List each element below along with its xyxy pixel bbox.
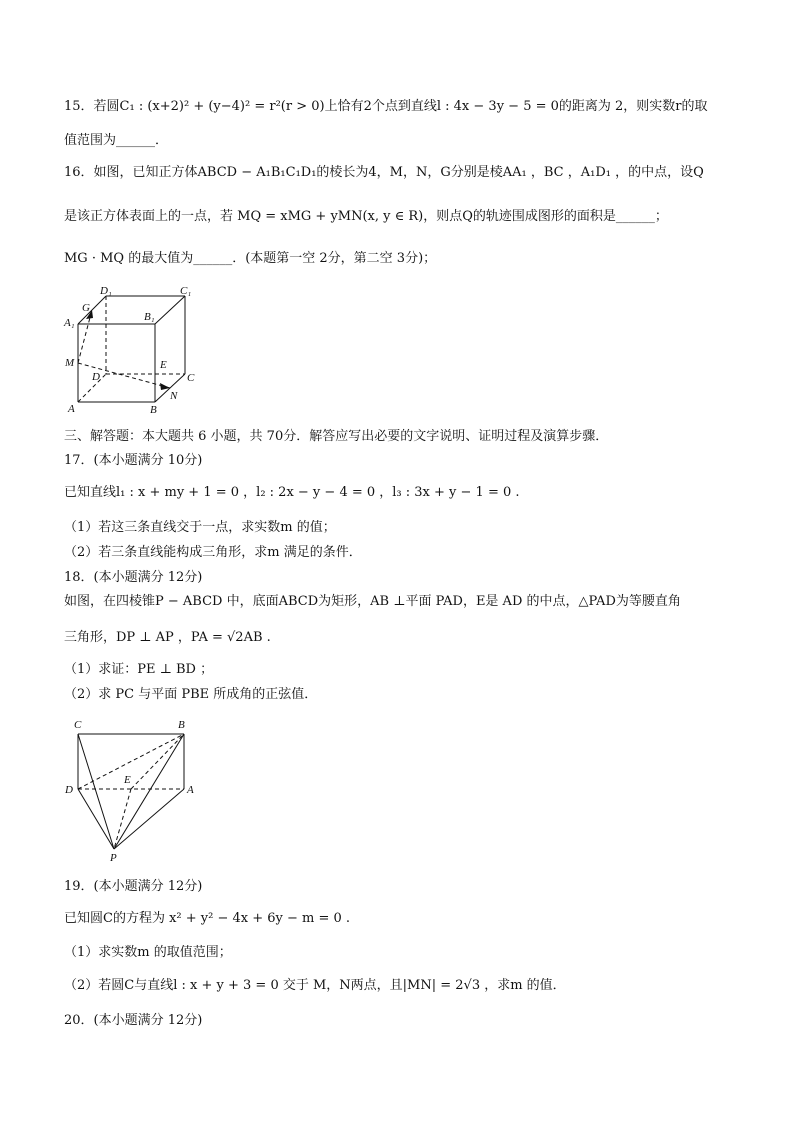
cube-figure xyxy=(60,284,210,420)
section3-heading: 三、解答题：本大题共 6 小题，共 70分．解答应写出必要的文字说明、证明过程及演算步骤． xyxy=(64,429,609,444)
label-g: G xyxy=(82,302,90,314)
label-d1: D₁ xyxy=(100,285,112,297)
label-e: E xyxy=(160,359,167,371)
label-a: A xyxy=(187,784,194,796)
q15-line2: 值范围为______． xyxy=(64,133,169,148)
label-e: E xyxy=(124,774,131,786)
q18-part2: （2）求 PC 与平面 PBE 所成角的正弦值． xyxy=(64,687,318,702)
label-c1: C₁ xyxy=(180,285,192,297)
label-n: N xyxy=(170,390,178,402)
label-a: A xyxy=(68,403,75,415)
label-b: B xyxy=(178,719,185,731)
label-c: C xyxy=(187,372,195,384)
q16-line2: 是该正方体表面上的一点，若 MQ = xMG + yMN(x, y ∈ R)，则点Q的轨迹围成图形的面积是______； xyxy=(64,209,668,224)
q16-line1: 16．如图，已知正方体ABCD − A₁B₁C₁D₁的棱长为4，M，N，G分别是棱AA₁ ，BC ，A₁D₁ ，的中点，设Q xyxy=(64,165,704,180)
q19-header: 19．(本小题满分 12分) xyxy=(64,879,203,894)
label-c: C xyxy=(74,719,82,731)
q17-stem: 已知直线l₁ : x + my + 1 = 0 ，l₂ : 2x − y − 4 = 0 ，l₃ : 3x + y − 1 = 0 . xyxy=(64,485,520,500)
q19-part1: （1）求实数m 的取值范围； xyxy=(64,945,232,960)
q17-part1: （1）若这三条直线交于一点，求实数m 的值； xyxy=(64,520,336,535)
label-m: M xyxy=(65,357,75,369)
q18-part1: （1）求证：PE ⊥ BD ； xyxy=(64,662,214,677)
label-b1: B₁ xyxy=(144,311,155,323)
q19-part2: （2）若圆C与直线l : x + y + 3 = 0 交于 M，N两点，且|MN| = 2√3 ，求m 的值． xyxy=(64,978,566,993)
q15-line1: 15．若圆C₁ : (x+2)² + (y−4)² = r²(r > 0)上恰有2个点到直线l : 4x − 3y − 5 = 0的距离为 2，则实数r的取 xyxy=(64,99,708,114)
label-d: D xyxy=(92,371,100,383)
label-d: D xyxy=(65,784,73,796)
label-b: B xyxy=(150,404,157,416)
q17-header: 17．(本小题满分 10分) xyxy=(64,453,203,468)
q16-line3: MG · MQ 的最大值为______．(本题第一空 2分，第二空 3分)； xyxy=(64,251,437,266)
q18-stem1: 如图，在四棱锥P − ABCD 中，底面ABCD为矩形，AB ⊥平面 PAD，E是 AD 的中点，△PAD为等腰直角 xyxy=(64,594,681,609)
label-p: P xyxy=(110,852,117,864)
q18-header: 18．(本小题满分 12分) xyxy=(64,570,203,585)
q20-header: 20．(本小题满分 12分) xyxy=(64,1013,203,1028)
pyramid-figure xyxy=(62,716,202,864)
label-a1: A₁ xyxy=(64,317,75,329)
q18-stem2: 三角形，DP ⊥ AP ，PA = √2AB . xyxy=(64,630,271,645)
q19-stem: 已知圆C的方程为 x² + y² − 4x + 6y − m = 0 . xyxy=(64,911,351,926)
q17-part2: （2）若三条直线能构成三角形，求m 满足的条件． xyxy=(64,545,362,560)
